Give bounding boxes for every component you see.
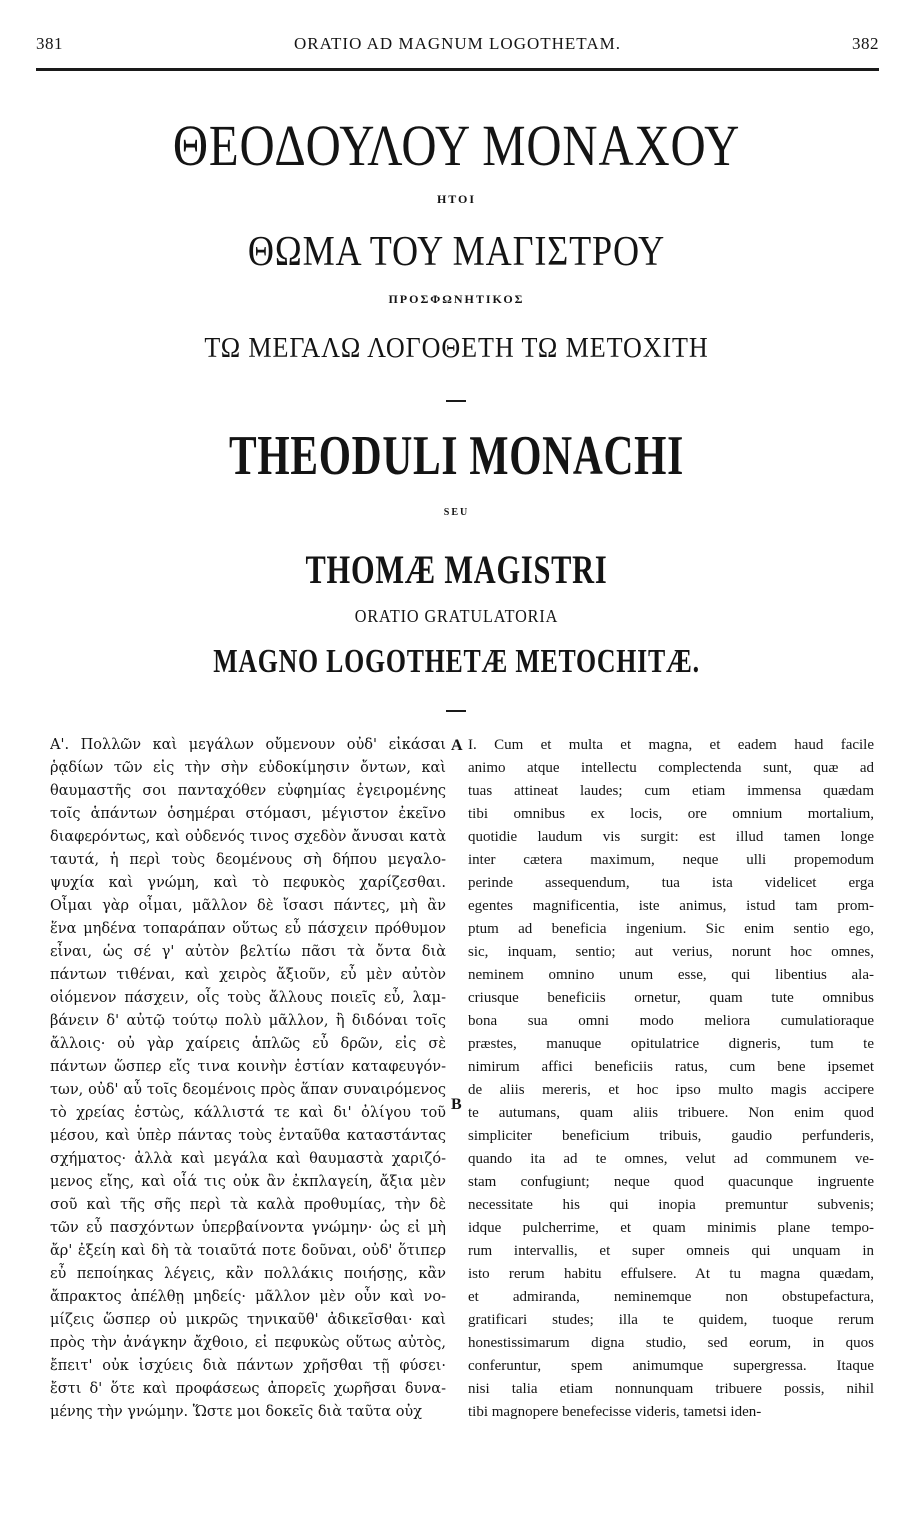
text-line: conferuntur, spem animumque supergressa. Itaque xyxy=(468,1358,874,1374)
text-line: εἶναι, ὡς σέ γ' αὐτὸν βελτίω πᾶσι τὰ ὄντα διὰ xyxy=(50,944,446,960)
text-line: ptum ad beneficia ingenium. Sic enim sentio ego, xyxy=(468,921,874,937)
text-line: neminem omnino unum esse, qui libentius ala- xyxy=(468,967,874,983)
text-line: μενος εἴης, καὶ οἷά τις οὐκ ἂν ἐκπλαγείη, ἄξια μὲν xyxy=(50,1174,446,1190)
text-line: οἰόμενον πάσχειν, οἷς τοὺς ἄλλους ποιεῖς εὖ, λαμ- xyxy=(50,990,446,1006)
text-line: μένης τὴν γνώμην. Ὥστε μοι δοκεῖς διὰ ταῦτα οὐχ xyxy=(50,1404,423,1420)
page-number-right: 382 xyxy=(852,34,879,53)
text-line: των, οὐδ' αὖ τοῖς δεομένοις πρὸς ἅπαν συναιρόμενος xyxy=(50,1082,446,1098)
text-line: βάνειν δ' αὐτῷ τούτῳ πολὺ μᾶλλον, ἢ διδόναι τοῖς xyxy=(50,1013,446,1029)
text-line: διαφερόντως, καὶ οὐδενός τινος σχεδὸν ἄνυσαι κατὰ xyxy=(50,829,446,845)
text-line: perinde assequendum, tua ista videlicet erga xyxy=(468,875,874,891)
text-line: τῶν εὖ πασχόντων ὑπερβαίνοντα γνώμην· ὡς εἰ μὴ xyxy=(50,1220,446,1236)
text-line: μίζεις ὥσπερ οὐ μικρῶς τηνικαῦθ' ἀδικεῖσθαι· καὶ xyxy=(50,1312,446,1328)
text-line: ταυτά, ἡ περὶ τοὺς δεομένους σὴ δήπου μεγαλο- xyxy=(50,852,446,868)
latin-text-column xyxy=(468,734,874,1424)
text-line: Οἶμαι γὰρ οἶμαι, μᾶλλον δὲ ἴσασι πάντες, μὴ ἂν xyxy=(50,898,446,914)
text-line: ἔπειτ' οὐκ ἰσχύεις διὰ πάντων χρῆσθαι τῇ φύσει· xyxy=(50,1358,446,1374)
text-line: idque pulcherrime, et quam minimis plane tempo- xyxy=(468,1220,874,1236)
text-line: τοῖς ἁπάντων ὁσημέραι στόμασι, μέγιστον ἐκεῖνο xyxy=(50,806,446,822)
text-line: animo atque intellectu complectenda sunt, quæ ad xyxy=(468,760,874,776)
text-line: quando ita ad te omnes, velut ad communem ve- xyxy=(468,1151,874,1167)
text-line: τὸ χρείας ἑστὼς, κάλλιστά τε καὶ δι' ὀλίγου τοῦ xyxy=(50,1105,446,1121)
greek-conjunction: ΗΤΟΙ xyxy=(436,192,477,206)
section-divider xyxy=(446,400,466,402)
text-line: πάντων τιθέναι, καὶ χειρὸς ἄξιοῦν, εὖ μὲν αὐτὸν xyxy=(50,967,446,983)
latin-dedicatee: MAGNO LOGOTHETÆ METOCHITÆ. xyxy=(213,643,700,680)
text-line: honestissimarum digna studio, sed eorum, in quos xyxy=(468,1335,874,1351)
margin-marker-b: B xyxy=(451,1096,462,1113)
text-line: ἄπρακτος ἀπέλθῃ μηδείς· μᾶλλον μὲν οὖν καὶ νο- xyxy=(50,1289,446,1305)
latin-author-title: THEODULI MONACHI xyxy=(228,425,685,487)
text-line: egentes magnificentia, iste animus, istud tam prom- xyxy=(468,898,874,914)
text-line: ψυχία καὶ γνώμη, καὶ τὸ πεφυκὸς χαρίζεσθαι. xyxy=(50,875,446,891)
text-line: bona sua omni modo meliora cumulatioraque xyxy=(468,1013,874,1029)
text-line: nisi talia etiam nonnunquam tribuere possis, nihil xyxy=(468,1381,874,1397)
text-line: ἄρ' ἐξείη καὶ δὴ τὰ τοιαῦτά ποτε δοῦναι, οὐδ' ὅτιπερ xyxy=(50,1243,446,1259)
header-rule xyxy=(36,68,879,71)
text-line: tibi magnopere benefecisse videris, tametsi iden- xyxy=(468,1404,762,1420)
greek-text-column xyxy=(50,734,446,1424)
text-line: te autumans, quam aliis tribuere. Non enim quod xyxy=(468,1105,874,1121)
text-line: ἄλλοις· οὐ γὰρ χαίρεις ἁπλῶς εὖ δρῶν, εἰς σὲ xyxy=(50,1036,446,1052)
running-title: ORATIO AD MAGNUM LOGOTHETAM. xyxy=(294,34,621,53)
text-line: isto rerum habitu effulsere. At tu magna quædam, xyxy=(468,1266,874,1282)
page-number-left: 381 xyxy=(36,34,63,53)
section-divider xyxy=(446,710,466,712)
running-head xyxy=(36,34,879,58)
text-line: stam confugiunt; neque quod quacunque ingruente xyxy=(468,1174,874,1190)
text-line: quotidie laudum vis surgit: est illud tamen longe xyxy=(468,829,874,845)
text-line: πάντων ὥσπερ εἴς τινα κοινὴν ἑστίαν καταφευγόν- xyxy=(50,1059,446,1075)
text-line: εὖ πεποίηκας λέγεις, κἂν πολλάκις ποιήσῃς, κἂν xyxy=(50,1266,446,1282)
text-line: sic, inquam, sentio; aut verius, norunt hoc omnes, xyxy=(468,944,874,960)
text-line: nimirum affici beneficiis ratus, cum bene ipsemet xyxy=(468,1059,874,1075)
text-line: σοῦ καὶ τῆς σῆς περὶ τὰ καλὰ προθυμίας, τὴν δὲ xyxy=(50,1197,446,1213)
text-line: ῥᾳδίων τῶν εἰς τὴν σὴν εὐδοκίμησιν ὄντων, καὶ xyxy=(50,760,446,776)
text-line: tibi omnibus ex locis, ore omnium mortalium, xyxy=(468,806,874,822)
greek-dedicatee: ΤΩ ΜΕΓΑΛΩ ΛΟΓΟΘΕΤΗ ΤΩ ΜΕΤΟΧΙΤΗ xyxy=(204,332,709,364)
greek-genre: ΠΡΟΣΦΩΝΗΤΙΚΟΣ xyxy=(388,292,525,306)
latin-conjunction: SEU xyxy=(443,507,470,518)
text-line: θαυμαστῆς σοι πανταχόθεν εὐφημίας ἐγειρομένης xyxy=(50,783,446,799)
greek-thomas-title: ΘΩΜΑ ΤΟΥ ΜΑΓΙΣΤΡΟΥ xyxy=(247,229,666,275)
latin-genre: ORATIO GRATULATORIA xyxy=(354,606,559,626)
text-line: necessitate his qui inopia premuntur subvenis; xyxy=(468,1197,874,1213)
text-line: inter cætera maximum, neque ulli propemodum xyxy=(468,852,874,868)
text-line: Α'. Πολλῶν καὶ μεγάλων οὔμενουν οὐδ' εἰκάσαι xyxy=(50,737,446,753)
text-line: μέσου, καὶ ὑπὲρ πάντας τοὺς ἐνταῦθα καταστάντας xyxy=(50,1128,446,1144)
text-line: rum intervallis, et super omneis qui unquam in xyxy=(468,1243,874,1259)
text-line: criusque beneficiis ornetur, quam tute omnibus xyxy=(468,990,874,1006)
text-line: I. Cum et multa et magna, et eadem haud facile xyxy=(468,737,874,753)
text-line: præstes, manuque opitulatrice digneris, tum te xyxy=(468,1036,874,1052)
text-line: et admiranda, neminemque non obstupefactura, xyxy=(468,1289,874,1305)
latin-thomas-title: THOMÆ MAGISTRI xyxy=(305,547,608,592)
text-line: gratificari studes; illa te quidem, tuoque rerum xyxy=(468,1312,874,1328)
margin-marker-a: A xyxy=(451,737,463,754)
text-line: de aliis mereris, et hoc ipso multo magis accipere xyxy=(468,1082,874,1098)
text-line: tuas attineat laudes; cum etiam immensa quædam xyxy=(468,783,874,799)
text-line: ἕνα μηδένα τοπαράπαν οὕτως εὖ πάσχειν πρόθυμον xyxy=(50,921,446,937)
greek-author-title: ΘΕΟΔΟΥΛΟΥ ΜΟΝΑΧΟΥ xyxy=(172,113,741,178)
text-line: σχήματος· ἀλλὰ καὶ μεγάλα καὶ θαυμαστὰ χαριζό- xyxy=(50,1151,446,1167)
text-line: πρὸς τὴν ἀνάγκην ἄχθοιο, εἰ πεφυκὼς οὕτως αὐτὸς, xyxy=(50,1335,446,1351)
text-line: ἔστι δ' ὅτε καὶ προφάσεως ἀπορεῖς χωρῆσαι δυνα- xyxy=(50,1381,446,1397)
text-line: simpliciter beneficium tribuis, gaudio perfunderis, xyxy=(468,1128,874,1144)
